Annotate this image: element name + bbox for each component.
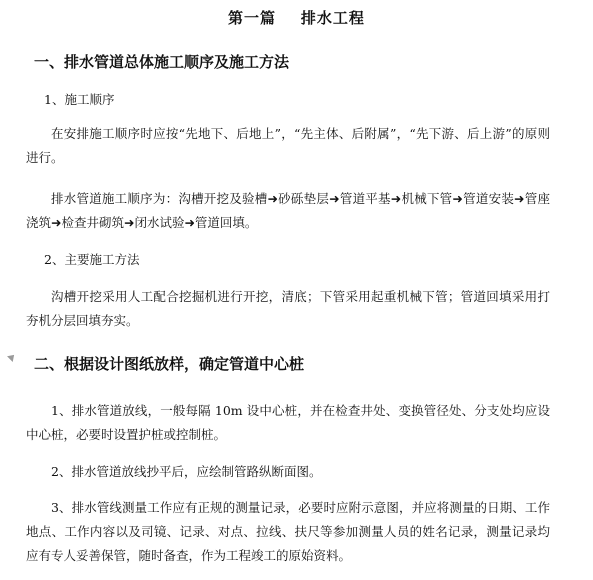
- paragraph-main-construction-methods: 沟槽开挖采用人工配合挖掘机进行开挖，清底；下管采用起重机械下管；管道回填采用打夯机分层回填夯实。: [26, 289, 550, 328]
- document-title: 第一篇 排水工程: [228, 9, 365, 27]
- section-heading-1: 一、排水管道总体施工顺序及施工方法: [34, 53, 290, 71]
- section-heading-2: 二、根据设计图纸放样，确定管道中心桩: [34, 355, 305, 373]
- paragraph-leveling-profile: 2、排水管道放线抄平后，应绘制管路纵断面图。: [51, 464, 322, 479]
- paragraph-construction-sequence: 排水管道施工顺序为：沟槽开挖及验槽➜砂砾垫层➜管道平基➜机械下管➜管道安装➜管座浇筑➜检查井砌筑➜闭水试验➜管道回填。: [26, 191, 550, 230]
- subsection-heading-2: 2、主要施工方法: [44, 252, 140, 267]
- paragraph-survey-records: 3、排水管线测量工作应有正规的测量记录，必要时应附示意图，并应将测量的日期、工作地点、工作内容以及司镜、记录、对点、拉线、扶尺等参加测量人员的姓名记录，测量记录均应有专人妥善保管，随时备查，作为工程竣工的原始资料。: [26, 500, 550, 563]
- collapse-arrow-icon[interactable]: [7, 352, 17, 362]
- paragraph-construction-order-principle: 在安排施工顺序时应按“先地下、后地上”，“先主体、后附属”，“先下游、后上游”的原则进行。: [26, 126, 550, 165]
- subsection-heading-1: 1、施工顺序: [44, 92, 115, 107]
- paragraph-pipe-layout: 1、排水管道放线，一般每隔 10m 设中心桩，并在检查井处、变换管径处、分支处均应设中心桩，必要时设置护桩或控制桩。: [26, 403, 550, 442]
